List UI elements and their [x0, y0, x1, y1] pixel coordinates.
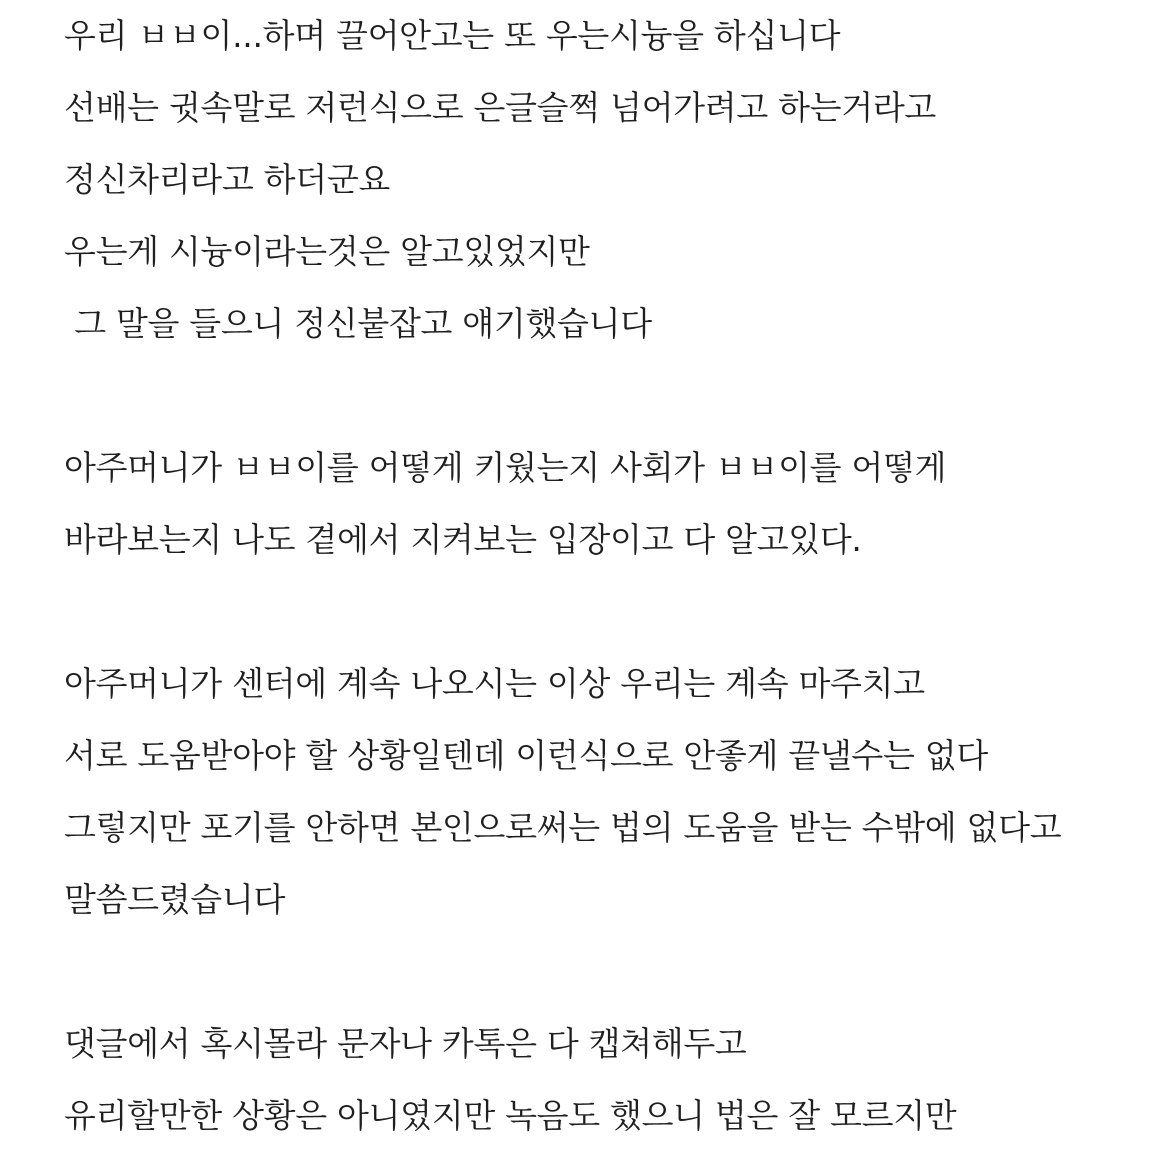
paragraph-gap: [64, 936, 1154, 1008]
post-line: 아주머니가 ㅂㅂ이를 어떻게 키웠는지 사회가 ㅂㅂ이를 어떻게: [64, 448, 947, 487]
post-body: [64, 0, 1154, 1152]
post-line: 말씀드렸습니다: [64, 880, 286, 919]
post-line: 우리 ㅂㅂ이...하며 끌어안고는 또 우는시늉을 하십니다: [64, 16, 841, 55]
post-line: 선배는 귓속말로 저런식으로 은글슬쩍 넘어가려고 하는거라고: [64, 88, 936, 127]
post-line: 유리할만한 상황은 아니였지만 녹음도 했으니 법은 잘 모르지만: [64, 1096, 957, 1135]
paragraph-gap: [64, 576, 1154, 648]
post-line: 우는게 시늉이라는것은 알고있었지만: [64, 232, 590, 271]
post-line: 바라보는지 나도 곁에서 지켜보는 입장이고 다 알고있다.: [64, 520, 862, 559]
post-line: 서로 도움받아야 할 상황일텐데 이런식으로 안좋게 끝낼수는 없다: [64, 736, 988, 775]
post-line: 댓글에서 혹시몰라 문자나 카톡은 다 캡쳐해두고: [64, 1024, 747, 1063]
post-line: 그렇지만 포기를 안하면 본인으로써는 법의 도움을 받는 수밖에 없다고: [64, 808, 1062, 847]
post-line: 그 말을 들으니 정신붙잡고 얘기했습니다: [64, 304, 652, 343]
paragraph-gap: [64, 360, 1154, 432]
post-line: 정신차리라고 하더군요: [64, 160, 390, 199]
post-line: 아주머니가 센터에 계속 나오시는 이상 우리는 계속 마주치고: [64, 664, 925, 703]
